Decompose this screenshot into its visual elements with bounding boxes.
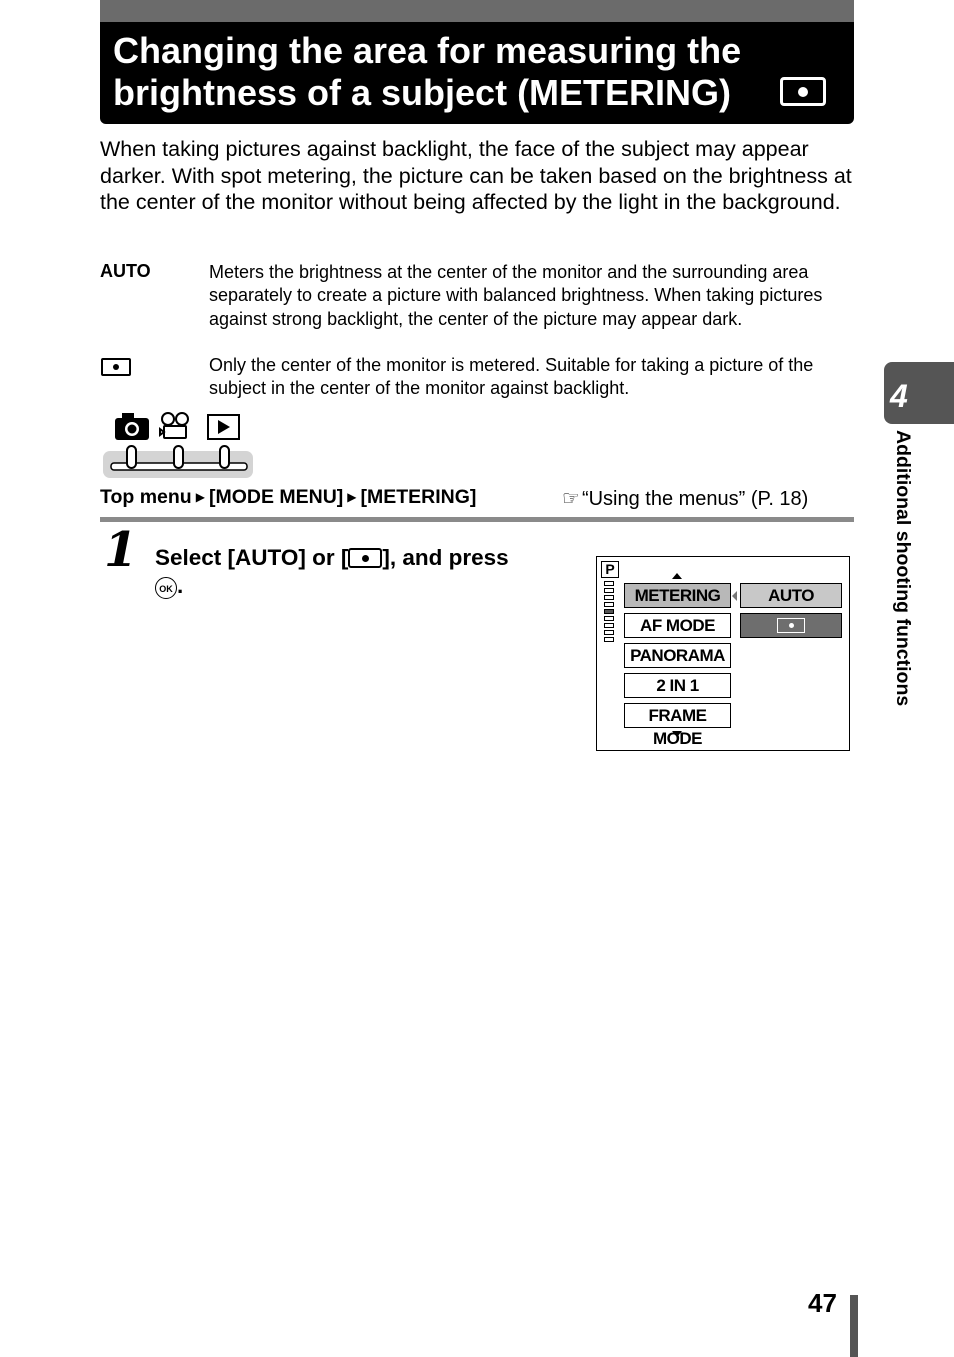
step-instruction [155, 544, 575, 600]
definition-desc-auto: Meters the brightness at the center of the monitor and the surrounding area separately to create a picture with balanced brightness. When taking pictures against strong backlight, the center of the picture may appear dark. [209, 262, 823, 329]
menu-item-metering[interactable]: METERING [624, 583, 731, 608]
spot-metering-icon [101, 358, 131, 376]
scroll-down-icon [672, 731, 682, 737]
chapter-number: 4 [890, 378, 908, 414]
camera-icon [115, 413, 149, 440]
spot-metering-icon [777, 618, 805, 633]
chapter-label: Additional shooting functions [892, 430, 914, 707]
intro-paragraph: When taking pictures against backlight, the face of the subject may appear darker. With spot metering, the picture can be taken based on the brightness at the center of the monitor without being affected by the light in the background. [100, 137, 852, 214]
camera-menu-screen [596, 556, 850, 751]
submenu-arrow-icon [732, 591, 737, 601]
menu-item-2in1[interactable]: 2 IN 1 [624, 673, 731, 698]
pointing-hand-icon: ☞ [562, 488, 580, 510]
definition-desc-spot: Only the center of the monitor is metered. Suitable for taking a picture of the subject in the center of the monitor against backlight. [209, 355, 814, 399]
page-reference [562, 486, 808, 511]
menu-item-af-mode[interactable]: AF MODE [624, 613, 731, 638]
movie-icon [160, 413, 188, 438]
mode-dial-icons [102, 408, 254, 480]
ok-button-icon: OK [155, 577, 177, 599]
playback-icon [208, 415, 239, 439]
page-reference-text: “Using the menus” (P. 18) [581, 488, 809, 510]
page-title-line-1: Changing the area for measuring the [113, 30, 742, 71]
spot-metering-icon [348, 548, 382, 568]
program-mode-badge: P [601, 561, 619, 578]
page-title [113, 30, 773, 114]
title-top-strip [100, 0, 854, 22]
step-tail: . [177, 573, 184, 598]
menu-path-top: Top menu [100, 486, 192, 508]
menu-scrollbar [604, 581, 616, 644]
page-edge-bar [850, 1295, 858, 1357]
menu-path-metering: [METERING] [360, 486, 477, 508]
definition-term-auto: AUTO [100, 261, 151, 281]
scroll-up-icon [672, 573, 682, 579]
menu-item-frame-mode[interactable]: FRAME MODE [624, 703, 731, 728]
arrow-right-icon: ▶ [347, 490, 357, 504]
option-spot[interactable] [740, 613, 842, 638]
step-text-a: Select [AUTO] or [ [155, 545, 349, 570]
spot-metering-icon [780, 77, 826, 106]
menu-path-mode-menu: [MODE MENU] [208, 486, 344, 508]
option-auto[interactable]: AUTO [740, 583, 842, 608]
step-number: 1 [104, 522, 138, 578]
title-bar [100, 0, 854, 124]
divider [100, 517, 854, 522]
page-number: 47 [808, 1288, 837, 1318]
arrow-right-icon: ▶ [195, 490, 205, 504]
step-text-b: ], and press [382, 545, 509, 570]
menu-item-panorama[interactable]: PANORAMA [624, 643, 731, 668]
page-title-line-2: brightness of a subject (METERING) [113, 72, 732, 113]
chapter-tab [884, 362, 954, 424]
menu-path [100, 486, 476, 509]
mode-dial-slider [103, 446, 253, 478]
